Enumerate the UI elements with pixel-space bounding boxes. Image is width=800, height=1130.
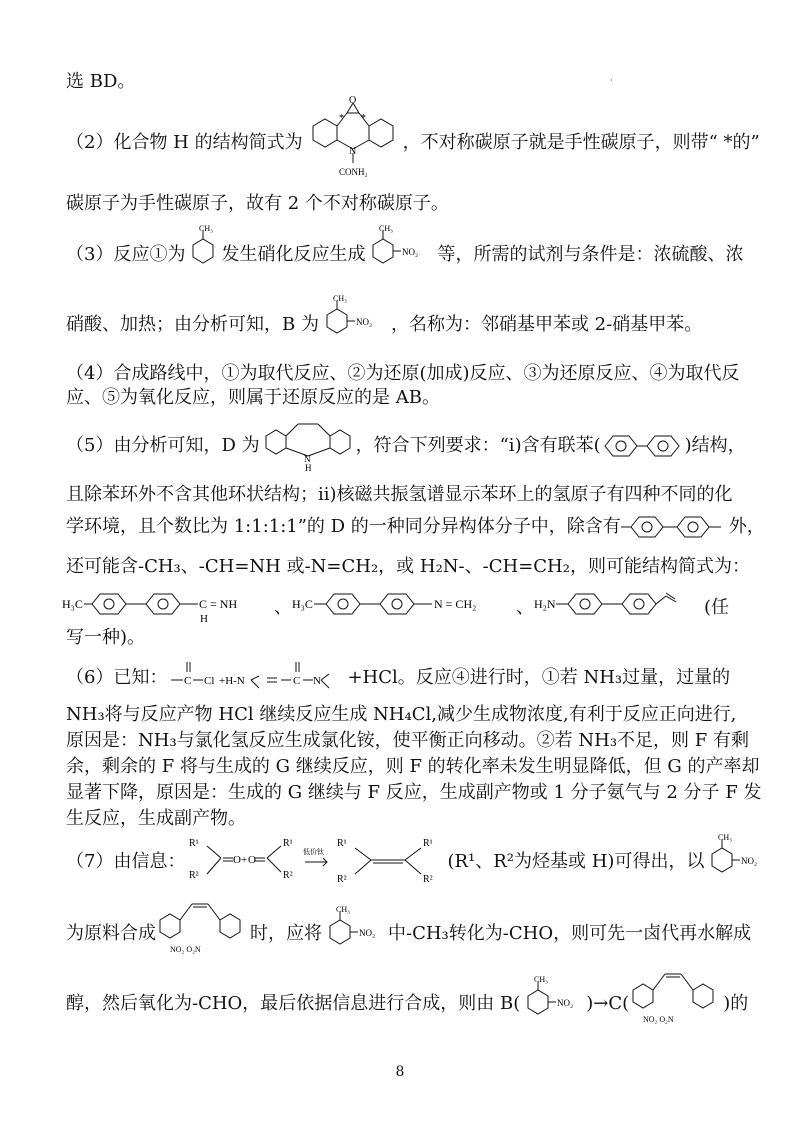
r2-label: R² — [337, 874, 348, 885]
svg-text:+: + — [241, 854, 248, 866]
conh2-label: CONH₂ — [338, 167, 368, 177]
text-line — [66, 483, 760, 507]
nitrogen-label: N — [313, 675, 322, 687]
line-text: 原因是：NH₃与氯化氢反应生成氯化铵，使平衡正向移动。②若 NH₃不足，则 F 有剩 — [66, 730, 749, 751]
nitrogen-label: N — [303, 454, 311, 464]
compound-d-structure — [260, 434, 356, 472]
line-text: （4）合成路线中，①为取代反应、②为还原(加成)反应、③为还原反应、④为取代反 — [66, 363, 740, 384]
line-text: 硝酸、加热；由分析可知，B 为 — [66, 314, 319, 335]
methyl-label: H₃C — [292, 597, 313, 611]
line-text: ，符合下列要求：“i)含有联苯( — [355, 435, 601, 456]
methyl-label: CH₃ — [379, 224, 394, 233]
line-text: （2）化合物 H 的结构简式为 — [66, 132, 303, 153]
line-text: （7）由信息： — [66, 851, 186, 872]
compound-b-structure — [520, 975, 586, 1016]
toluene-structure — [185, 224, 221, 267]
line-text: )的 — [723, 993, 749, 1014]
isomer-structure-3 — [534, 596, 704, 620]
nitrotoluene-structure — [704, 833, 770, 874]
line-text: 学环境，且个数比为 1:1:1:1”的 D 的一种同分异构体分子中，除含有 — [66, 516, 621, 537]
line-text: 中-CH₃转化为-CHO，则可先一卤代再水解成 — [388, 923, 752, 944]
catalyst-label: 低价钛 — [303, 848, 325, 856]
text-line — [66, 434, 760, 472]
compound-b-structure — [319, 294, 391, 337]
target-compound-structure — [156, 922, 250, 954]
biphenyl-structure — [621, 515, 729, 539]
line-text: 、 — [274, 597, 292, 618]
line-text: ，名称为：邻硝基甲苯或 2-硝基甲苯。 — [390, 314, 703, 335]
text-line — [66, 515, 765, 539]
line-text: 碳原子为手性碳原子，故有 2 个不对称碳原子。 — [66, 193, 449, 214]
amine-label: +H-N — [219, 675, 246, 687]
nitrogen-label: N — [348, 146, 356, 157]
nitro-label: NO₂ — [359, 928, 376, 938]
r1-label: R¹ — [337, 838, 348, 849]
line-text: 写一种)。 — [66, 627, 146, 648]
line-text: )结构， — [684, 435, 746, 456]
methylene-imine-label: N = CH₂ — [434, 597, 477, 611]
line-text: (R¹、R²为烃基或 H)可得出，以 — [447, 851, 705, 872]
compound-c-structure — [629, 992, 723, 1024]
text-line — [66, 833, 760, 885]
methyl-label: CH₃ — [534, 975, 549, 984]
line-text: 应、⑤为氧化反应，则属于还原反应的是 AB。 — [66, 387, 440, 408]
imine-label: C = NH — [199, 597, 238, 611]
line-text: 时，应将 — [250, 923, 322, 944]
chiral-mark: * — [338, 113, 344, 124]
line-text: 发生硝化反应生成 — [221, 244, 366, 265]
text-line — [66, 362, 760, 386]
carbon-label: C — [184, 675, 192, 687]
hydrogen-label: H — [200, 613, 208, 624]
text-line — [66, 626, 760, 650]
oxygen-label: O — [248, 854, 257, 866]
amino-label: H₂N — [534, 597, 556, 611]
line-text: ，不对称碳原子就是手性碳原子，则带“ *的” — [402, 132, 760, 153]
nitro-label: NO₂ — [355, 317, 373, 327]
methyl-label: CH₃ — [199, 224, 214, 233]
text-line — [66, 224, 760, 267]
line-text: 且除苯环外不含其他环状结构；ii)核磁共振氢谱显示苯环上的氢原子有四种不同的化 — [66, 484, 733, 505]
nitro-label: NO₂ — [557, 998, 574, 1008]
r2-label: R² — [423, 874, 434, 885]
line-text: （6）已知： — [66, 667, 168, 688]
oxygen-label: O — [348, 95, 356, 106]
methyl-label: H₃C — [62, 597, 83, 611]
text-line — [66, 703, 760, 727]
r1-label: R¹ — [283, 838, 294, 849]
text-line — [66, 666, 760, 690]
amide-reaction-structure — [167, 666, 347, 690]
methyl-label: CH₃ — [718, 833, 733, 842]
nitro-pair-label: NO₂ O₂N — [170, 945, 201, 954]
text-line — [66, 386, 760, 410]
line-text: （5）由分析可知，D 为 — [66, 435, 260, 456]
line-text: 为原料合成 — [66, 923, 156, 944]
r2-label: R² — [189, 870, 200, 881]
nitro-pair-label: NO₂ O₂N — [643, 1015, 674, 1024]
r1-label: R¹ — [423, 838, 434, 849]
isomer-structure-1 — [62, 596, 274, 624]
line-text: )→C( — [586, 993, 630, 1014]
nitrotoluene-structure — [365, 224, 437, 267]
line-text: 选 BD。 — [66, 71, 136, 92]
isomer-line — [62, 596, 760, 624]
text-line — [66, 755, 760, 779]
nitrotoluene-structure — [322, 905, 388, 946]
line-text: （3）反应①为 — [66, 244, 186, 265]
carbon-label: C — [293, 675, 301, 687]
text-line — [66, 781, 760, 805]
text-line — [66, 975, 760, 1024]
line-text: NH₃将与反应产物 HCl 继续反应生成 NH₄Cl,减少生成物浓度,有利于反应正向进行, — [66, 704, 737, 725]
oxygen-label: O — [233, 854, 242, 866]
text-line — [66, 555, 760, 579]
isomer-structure-2 — [292, 596, 516, 620]
line-text: +HCl。反应④进行时，①若 NH₃过量，过量的 — [347, 667, 731, 688]
stray-dot: · — [610, 76, 613, 85]
line-text: 生反应，生成副产物。 — [66, 808, 246, 829]
compound-h-structure — [303, 95, 403, 177]
text-line — [66, 905, 760, 954]
nitro-label: NO₂ — [741, 856, 758, 866]
text-line — [66, 95, 760, 177]
r1-label: R¹ — [189, 838, 200, 849]
text-line — [66, 192, 760, 216]
text-line — [66, 729, 760, 753]
line-text: 等，所需的试剂与条件是：浓硫酸、浓 — [437, 244, 744, 265]
page-number: 8 — [395, 1064, 405, 1080]
line-text: (任 — [704, 597, 730, 618]
text-line — [66, 294, 760, 337]
nitro-label: NO₂ — [402, 247, 419, 257]
mcmurry-reaction-scheme — [185, 838, 447, 885]
line-text: 显著下降，原因是：生成的 G 继续与 F 反应，生成副产物或 1 分子氨气与 2 分子 F 发 — [66, 782, 762, 803]
methyl-label: CH₃ — [332, 294, 347, 303]
r2-label: R² — [283, 870, 294, 881]
text-line — [66, 70, 760, 94]
chlorine-label: Cl — [204, 675, 215, 687]
line-text: 余，剩余的 F 将与生成的 G 继续反应，则 F 的转化率未发生明显降低，但 G 的产率却 — [66, 756, 760, 777]
chiral-mark: * — [360, 113, 366, 124]
line-text: 醇，然后氧化为-CHO，最后依据信息进行合成，则由 B( — [66, 993, 521, 1014]
hydrogen-label: H — [304, 463, 312, 472]
methyl-label: CH₃ — [336, 905, 350, 914]
line-text: 外， — [728, 516, 765, 537]
line-text: 、 — [516, 597, 534, 618]
biphenyl-structure — [601, 434, 685, 458]
line-text: 还可能含-CH₃、-CH=NH 或-N=CH₂，或 H₂N-、-CH=CH₂，则可能结构简式为： — [66, 556, 750, 577]
